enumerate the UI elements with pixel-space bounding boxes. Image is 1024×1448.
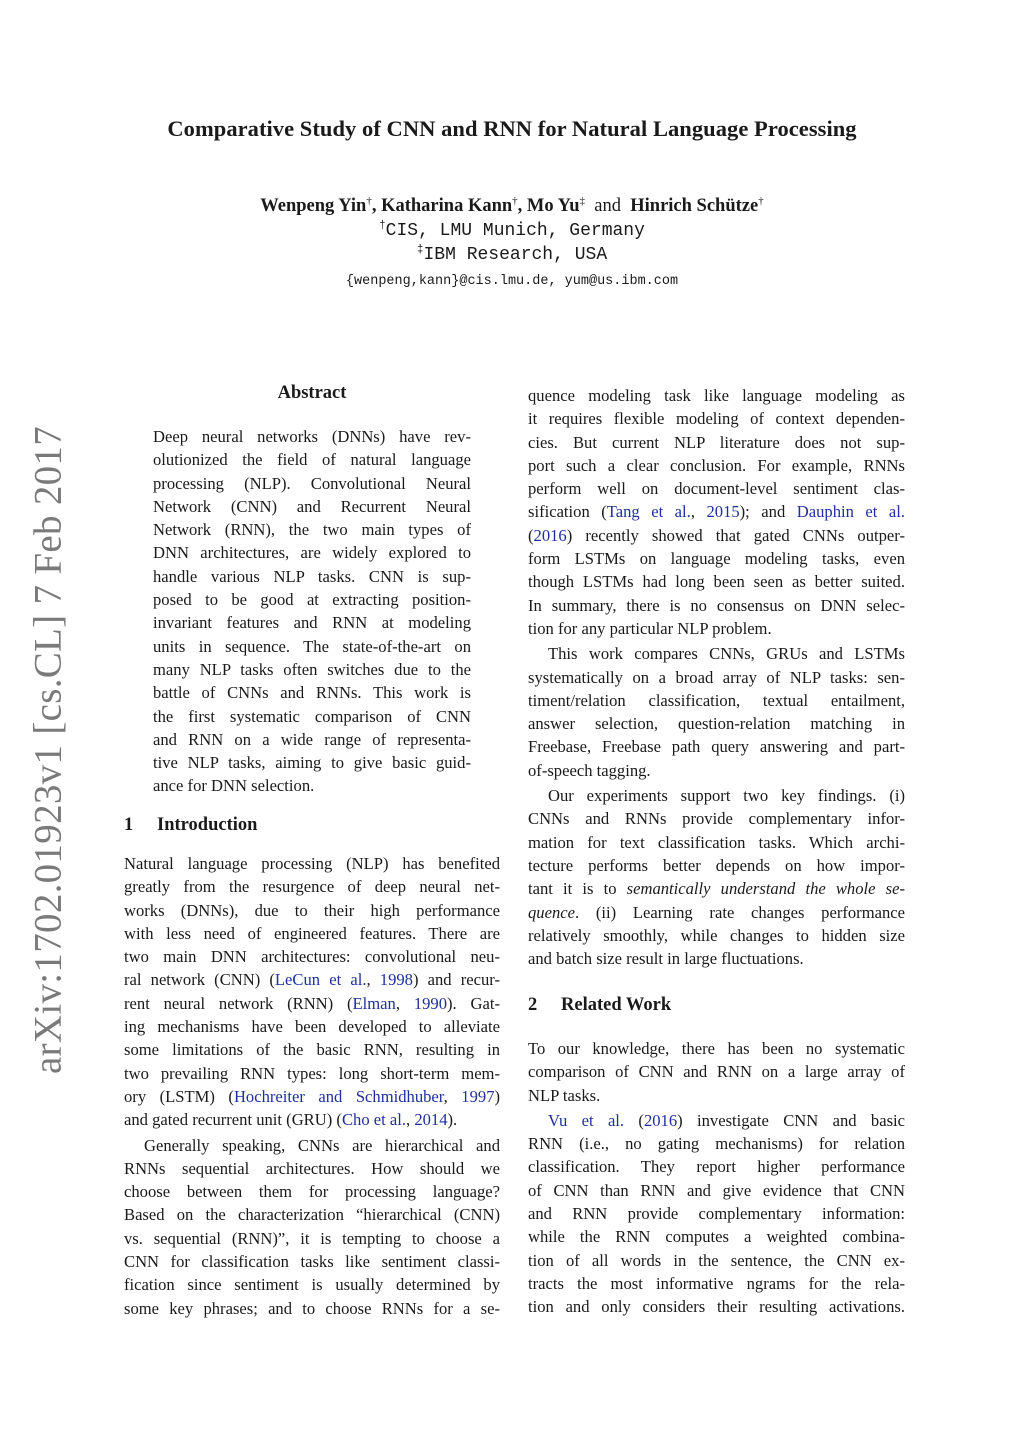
text-run: processing (NLP). Convolutional Neural	[153, 473, 471, 493]
author-mark: †	[366, 195, 372, 207]
text-line	[528, 1109, 905, 1132]
text-run: Freebase, Freebase path query answering and part-	[528, 737, 905, 757]
text-run: ing mechanisms have been developed to alleviate	[124, 1017, 500, 1037]
text-run: some key phrases; and to choose RNNs for a se-	[124, 1298, 500, 1318]
text-line	[153, 728, 471, 751]
text-run: ). Gat-	[447, 993, 500, 1013]
text-line	[153, 751, 471, 774]
text-line	[528, 500, 905, 523]
text-run: tion of all words in the sentence, the CNN ex-	[528, 1250, 905, 1270]
text-run: tion for any particular NLP problem.	[528, 618, 772, 638]
text-line	[528, 735, 905, 758]
text-run: battle of CNNs and RNNs. This work is	[153, 683, 471, 703]
text-run: RNNs sequential architectures. How should we	[124, 1158, 500, 1178]
text-run: the first systematic comparison of CNN	[153, 706, 471, 726]
text-line	[124, 852, 500, 875]
text-run: tive NLP tasks, aiming to give basic guid-	[153, 753, 471, 773]
text-run: fication since sentiment is usually determined by	[124, 1275, 500, 1295]
citation-link[interactable]: 2016	[533, 525, 567, 545]
text-line	[153, 588, 471, 611]
text-line	[153, 448, 471, 471]
text-line	[153, 774, 471, 797]
text-line	[153, 681, 471, 704]
text-run: and batch size result in large fluctuations.	[528, 949, 804, 969]
text-run: units in sequence. The state-of-the-art on	[153, 636, 471, 656]
text-line	[153, 565, 471, 588]
text-run: ,	[443, 1086, 462, 1106]
paragraph	[124, 1134, 500, 1320]
paragraph	[528, 384, 905, 640]
citation-link[interactable]: 1990	[413, 993, 448, 1013]
text-run: Based on the characterization “hierarchical (CNN)	[124, 1205, 500, 1225]
text-line	[124, 1134, 500, 1157]
text-line	[528, 454, 905, 477]
text-line	[124, 992, 500, 1015]
text-line	[124, 1227, 500, 1250]
text-line	[528, 947, 905, 970]
citation-link[interactable]: 2014	[414, 1110, 448, 1130]
affiliation: †CIS, LMU Munich, Germany	[379, 220, 645, 241]
text-run: answer selection, question-relation matching in	[528, 714, 905, 734]
text-line	[528, 807, 905, 830]
text-line	[528, 1202, 905, 1225]
text-run: and gated recurrent unit (GRU) (	[124, 1110, 342, 1130]
text-line	[528, 524, 905, 547]
abstract-heading: Abstract	[277, 383, 347, 403]
citation-link[interactable]: LeCun et al.	[274, 970, 367, 990]
paragraph	[124, 852, 500, 1132]
text-run: two prevailing RNN types: long short-term mem-	[124, 1063, 500, 1083]
emphasis-text: quence	[528, 902, 575, 922]
author-emails: {wenpeng,kann}@cis.lmu.de, yum@us.ibm.com	[345, 274, 679, 289]
text-line	[528, 617, 905, 640]
text-line	[528, 712, 905, 735]
text-line	[124, 1273, 500, 1296]
text-line	[153, 518, 471, 541]
text-line	[124, 968, 500, 991]
citation-link[interactable]: Hochreiter and Schmidhuber	[233, 1086, 444, 1106]
author-name: Mo Yu	[526, 196, 580, 216]
text-line	[528, 477, 905, 500]
arxiv-stamp: arXiv:1702.01923v1 [cs.CL] 7 Feb 2017	[26, 425, 70, 1075]
citation-link[interactable]: 1998	[379, 970, 413, 990]
text-run: ,	[690, 502, 707, 522]
text-run: and RNN provide complementary information:	[528, 1204, 905, 1224]
text-line	[153, 541, 471, 564]
citation-link[interactable]: Cho et al.	[341, 1110, 407, 1130]
text-line	[124, 899, 500, 922]
text-line	[528, 1295, 905, 1318]
text-run: ,	[366, 970, 380, 990]
text-run: sification (	[528, 502, 607, 522]
text-run: This work compares CNNs, GRUs and LSTMs	[548, 644, 905, 664]
text-run: DNN architectures, are widely explored to	[153, 543, 471, 563]
text-run: In summary, there is no consensus on DNN selec-	[528, 595, 905, 615]
text-line	[153, 658, 471, 681]
paper-title: Comparative Study of CNN and RNN for Natural Language Processing	[167, 116, 857, 141]
text-run: tecture performs better depends on how impor-	[528, 855, 905, 875]
text-line	[528, 689, 905, 712]
text-run: ) investigate CNN and basic	[677, 1110, 906, 1130]
text-line	[528, 642, 905, 665]
text-line	[528, 877, 905, 900]
text-line	[153, 472, 471, 495]
citation-link[interactable]: 2016	[643, 1110, 678, 1130]
text-run: systematically on a broad array of NLP tasks: sen-	[528, 667, 905, 687]
text-run: RNN (i.e., no gating mechanisms) for relation	[528, 1134, 905, 1154]
text-run: port such a clear conclusion. For example, RNNs	[528, 455, 905, 475]
text-run: comparison of CNN and RNN on a large array of	[528, 1062, 905, 1082]
text-run: mation for text classification tasks. Which archi-	[528, 832, 905, 852]
text-line	[124, 1085, 500, 1108]
author-and: and	[594, 196, 621, 216]
text-run: perform well on document-level sentiment clas-	[528, 479, 905, 499]
text-run: it requires flexible modeling of context dependen-	[528, 409, 905, 429]
author-mark: †	[512, 195, 518, 207]
text-run: vs. sequential (RNN)”, it is tempting to choose a	[124, 1228, 500, 1248]
text-line	[124, 1203, 500, 1226]
text-line	[528, 1179, 905, 1202]
text-run: ral network (CNN) (	[124, 970, 275, 990]
text-run: tant it is to	[528, 879, 627, 899]
right-column-body	[528, 384, 905, 970]
author-mark: ‡	[579, 195, 586, 207]
text-run: greatly from the resurgence of deep neural net-	[124, 877, 500, 897]
text-run: olutionized the field of natural language	[153, 450, 471, 470]
text-run: CNN for classification tasks like sentiment classi-	[124, 1252, 500, 1272]
text-line	[528, 1037, 905, 1060]
section-heading-related-work: 2 Related Work	[528, 995, 672, 1015]
text-run: ory (LSTM) (	[124, 1086, 234, 1106]
text-line	[153, 635, 471, 658]
text-line	[124, 922, 500, 945]
text-run: Network (RNN), the two main types of	[153, 520, 471, 540]
section-heading-introduction: 1 Introduction	[124, 815, 258, 835]
text-run: ) and recur-	[412, 970, 501, 990]
text-run: cies. But current NLP literature does not sup-	[528, 432, 905, 452]
text-run: some limitations of the basic RNN, resulting in	[124, 1040, 500, 1060]
text-line	[528, 854, 905, 877]
text-line	[528, 1249, 905, 1272]
text-run: ) recently showed that gated CNNs outper-	[566, 525, 905, 545]
text-line	[528, 759, 905, 782]
text-run: CNNs and RNNs provide complementary infor-	[528, 809, 905, 829]
text-line	[124, 875, 500, 898]
text-run: choose between them for processing language?	[124, 1182, 500, 1202]
text-run: many NLP tasks often switches due to the	[153, 659, 471, 679]
abstract-body	[153, 425, 471, 798]
related-work-body	[528, 1037, 905, 1319]
text-line	[528, 1225, 905, 1248]
affiliation: ‡IBM Research, USA	[416, 244, 608, 265]
text-run: ,	[395, 993, 414, 1013]
text-run: ance for DNN selection.	[153, 776, 315, 796]
text-run: Our experiments support two key findings. (i)	[548, 786, 905, 806]
text-line	[124, 945, 500, 968]
paragraph	[528, 784, 905, 970]
text-run: with less need of engineered features. There are	[124, 923, 500, 943]
text-line	[124, 1250, 500, 1273]
text-run: ,	[406, 1110, 415, 1130]
text-line	[153, 425, 471, 448]
text-line	[528, 1132, 905, 1155]
text-run: Deep neural networks (DNNs) have rev-	[153, 427, 471, 446]
text-line	[124, 1015, 500, 1038]
text-line	[528, 901, 905, 924]
author-mark: †	[758, 195, 764, 207]
text-line	[528, 570, 905, 593]
text-run: NLP tasks.	[528, 1085, 601, 1105]
text-run: relatively smoothly, while changes to hidden size	[528, 925, 905, 945]
text-run: invariant features and RNN at modeling	[153, 613, 471, 633]
paragraph	[528, 642, 905, 782]
text-run: two main DNN architectures: convolutional neu-	[124, 947, 500, 967]
text-run: ); and	[739, 502, 797, 522]
citation-link[interactable]: 2015	[706, 502, 740, 522]
text-run: though LSTMs had long been seen as better suited.	[528, 572, 905, 592]
text-line	[528, 1084, 905, 1107]
text-run: form LSTMs on language modeling tasks, even	[528, 549, 905, 569]
text-run: Network (CNN) and Recurrent Neural	[153, 496, 471, 516]
text-run: classification. They report higher performance	[528, 1157, 905, 1177]
author-name: Hinrich Schütze	[630, 196, 759, 216]
citation-link[interactable]: 1997	[461, 1086, 495, 1106]
citation-link[interactable]: Elman	[352, 993, 396, 1013]
text-run: Natural language processing (NLP) has benefited	[124, 854, 500, 873]
text-run: ).	[447, 1110, 458, 1130]
author-list: Wenpeng Yin†, Katharina Kann†, Mo Yu‡ and Hinrich Schütze†	[260, 195, 764, 216]
text-run: posed to be good at extracting position-	[153, 590, 471, 610]
text-line	[153, 705, 471, 728]
text-line	[528, 431, 905, 454]
text-run: (	[624, 1110, 644, 1130]
text-line	[124, 1180, 500, 1203]
text-run: and RNN on a wide range of representa-	[153, 729, 471, 749]
text-line	[528, 384, 905, 407]
author-name: Katharina Kann	[381, 196, 513, 216]
text-line	[528, 831, 905, 854]
text-line	[124, 1297, 500, 1320]
text-line	[528, 1060, 905, 1083]
introduction-body	[124, 852, 500, 1320]
citation-link[interactable]: Vu et al.	[548, 1110, 625, 1130]
text-run: tracts the most informative ngrams for the rela-	[528, 1273, 905, 1293]
text-line	[124, 1038, 500, 1061]
text-line	[124, 1062, 500, 1085]
text-run: . (ii) Learning rate changes performance	[575, 902, 905, 922]
text-run: timent/relation classification, textual entailment,	[528, 690, 905, 710]
text-line	[528, 666, 905, 689]
text-line	[528, 594, 905, 617]
citation-link[interactable]: Dauphin et al.	[796, 502, 905, 522]
text-run: )	[494, 1086, 501, 1106]
text-line	[153, 495, 471, 518]
text-line	[124, 1108, 500, 1131]
paragraph	[528, 1109, 905, 1319]
text-run: rent neural network (RNN) (	[124, 993, 353, 1013]
citation-link[interactable]: Tang et al.	[606, 502, 691, 522]
text-line	[528, 407, 905, 430]
emphasis-text: semantically understand the whole se-	[626, 879, 905, 899]
text-line	[153, 611, 471, 634]
text-line	[528, 784, 905, 807]
text-run: of-speech tagging.	[528, 760, 651, 780]
text-run: handle various NLP tasks. CNN is sup-	[153, 566, 471, 586]
text-run: of CNN than RNN and give evidence that CNN	[528, 1180, 905, 1200]
text-line	[124, 1157, 500, 1180]
author-name: Wenpeng Yin	[260, 196, 367, 216]
text-line	[528, 924, 905, 947]
text-run: quence modeling task like language modeling as	[528, 386, 905, 405]
text-run: tion and only considers their resulting activations.	[528, 1297, 905, 1317]
text-run: (	[528, 525, 534, 545]
text-line	[528, 1155, 905, 1178]
text-run: To our knowledge, there has been no systematic	[528, 1039, 905, 1058]
text-run: while the RNN computes a weighted combina-	[528, 1227, 905, 1247]
text-line	[528, 547, 905, 570]
text-run: Generally speaking, CNNs are hierarchical and	[144, 1135, 500, 1155]
paragraph	[528, 1037, 905, 1107]
text-line	[528, 1272, 905, 1295]
text-run: works (DNNs), due to their high performance	[124, 900, 500, 920]
